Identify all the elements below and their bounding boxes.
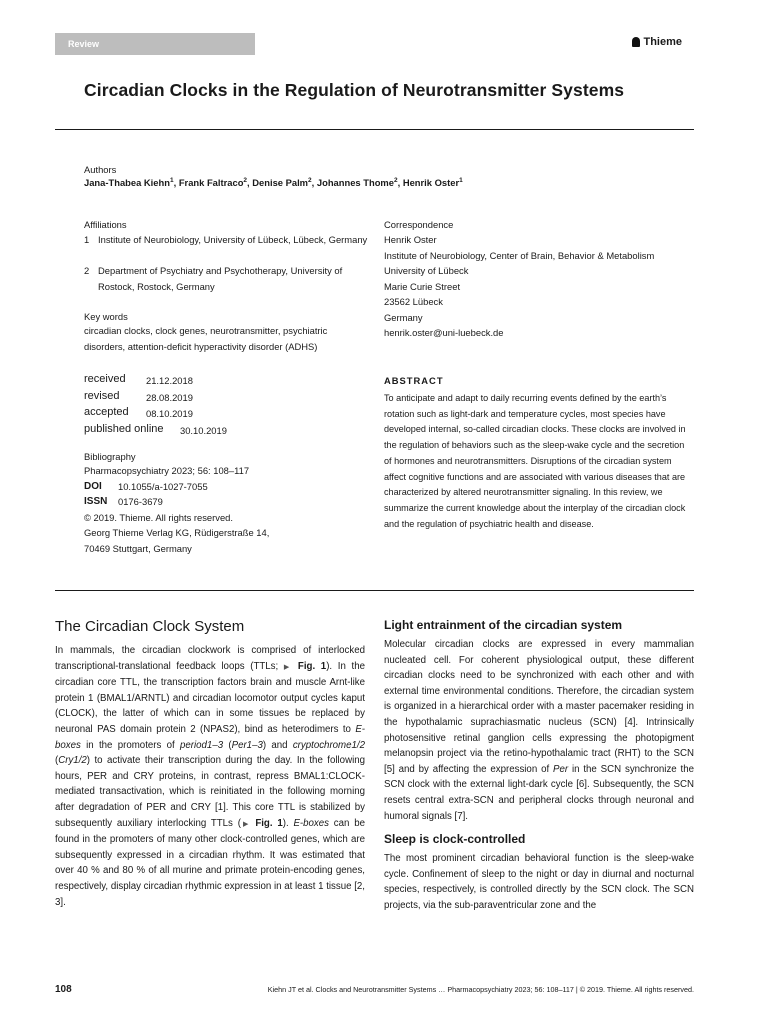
bib-copyright: © 2019. Thieme. All rights reserved. — [84, 511, 233, 523]
bib-issn-row — [84, 494, 374, 510]
dates-block — [84, 372, 227, 438]
subsection-heading: Light entrainment of the circadian system — [384, 618, 623, 632]
date-label: received — [84, 373, 126, 385]
correspondence-text — [384, 232, 684, 341]
divider — [55, 129, 694, 130]
body-left-column — [55, 618, 365, 910]
body-right-column — [384, 618, 694, 914]
date-label: revised — [84, 389, 120, 402]
bibliography-label: Bibliography — [84, 451, 136, 462]
bib-publisher-line: 70469 Stuttgart, Germany — [84, 542, 192, 554]
author-aff: 2 — [308, 177, 312, 184]
affiliations-label: Affiliations — [84, 219, 127, 230]
page-number: 108 — [55, 984, 72, 995]
authors-list: Jana-Thabea Kiehn$^1$, Frank Faltraco$^2$, Denise Palm$^2$, Johannes Thome$^2$, Henrik Oster$^1$ — [84, 177, 463, 189]
author: Henrik Oster — [402, 177, 460, 189]
issn-value: 0176-3679 — [118, 496, 163, 507]
figure-link[interactable]: Fig. 1 — [297, 660, 327, 672]
publisher-name: Thieme — [643, 36, 682, 48]
date-row — [84, 389, 227, 406]
corr-line: University of Lübeck — [384, 265, 469, 276]
affiliation-text: Institute of Neurobiology, University of Lübeck, Lübeck, Germany — [98, 234, 368, 245]
thieme-logo-icon — [632, 37, 640, 47]
bib-doi-row — [84, 479, 374, 495]
corr-line: Henrik Oster — [384, 234, 437, 245]
doi-value[interactable]: 10.1055/a-1027-7055 — [118, 480, 208, 492]
subsection-heading: Sleep is clock-controlled — [384, 832, 526, 847]
arrow-right-icon: ▶ — [283, 663, 293, 671]
abstract-label: ABSTRACT — [384, 375, 444, 386]
authors-label: Authors — [84, 164, 117, 175]
keywords-text: circadian clocks, clock genes, neurotransmitter, psychiatric disorders, attention-deficit hyperactivity disorder (ADHS) — [84, 325, 328, 352]
affiliation-number: 1 — [84, 234, 90, 245]
date-label: accepted — [84, 406, 129, 418]
body-paragraph: Molecular circadian clocks are expressed in every mammalian nucleated cell. For coherent physiological output, these different circadian clocks need to be synchronized with each other and with external time environmental conditions. Therefore, the circadian system is organized in a hierarchical order with a master pacemaker residing in the hypothalamic suprachiasmatic nucleus (SCN) [4]. Intrinsically photosensitive retinal ganglion cells expressing the photopigment melanopsin project via the retino-hypothalamic tract (RHT) to the SCN [5] and by affecting the expression of Per in the SCN synchronize the SCN clock with the external light-dark cycle [6]. Subsequently, the SCN resets central extra-SCN and peripheral clocks through neuronal and humoral signals [7]. — [384, 639, 694, 822]
keywords-label: Key words — [84, 311, 128, 322]
author-aff: 2 — [243, 177, 248, 184]
abstract-text: To anticipate and adapt to daily recurring events defined by the earth’s rotation such as light-dark and temperature cycles, most species have developed internal, so-called circadian clocks. These clocks are involved in the regulation of behaviors such as the sleep-wake cycle and the secretion of hormones and neurotransmitters. Disruptions of the circadian system affect cognitive functions and are associated with various diseases that are characterized by altered neurotransmitter signaling. In this review, we summarize the current knowledge about the interplay of the circadian clock and the regulation of psychiatric health and disease. — [384, 393, 686, 529]
footer-citation: Kiehn JT et al. Clocks and Neurotransmitter Systems … Pharmacopsychiatry 2023; 56: 108–117 | © 2019. Thieme. All rights reserved. — [267, 985, 694, 994]
author-aff: 1 — [459, 177, 463, 184]
bib-publisher-line: Georg Thieme Verlag KG, Rüdigerstraße 14, — [84, 527, 270, 538]
affiliation-item — [84, 263, 368, 294]
author-aff: 1 — [169, 177, 174, 184]
body-paragraph: In mammals, the circadian clockwork is comprised of interlocked transcriptional-translational feedback loops (TTLs; ▶ Fig. 1). In the circadian core TTL, the transcription factors brain and muscle Arnt-like protein 1 (BMAL1/ARNTL) and circadian locomotor output cycles kaput (CLOCK), the latter of which can in some tissues be replaced by neuronal PAS domain protein 2 (NPAS2), bind as heterodimers to E-boxes in the promoters of period1–3 (Per1–3) and cryptochrome1/2 (Cry1/2) to activate their transcription during the day. In the following hours, PER and CRY proteins, in contrast, repress BMAL1:CLOCK-mediated transactivation, which is reinitiated in the following morning after degradation of PER and CRY [1]. This core TTL is stabilized by subsequently auxiliary interlocking TTLs (▶ Fig. 1). E-boxes can be found in the promoters of many other clock-controlled genes, which are subsequently expressed in a circadian rhythm. It was estimated that over 40 % and 80 % of all murine and primate protein-encoding genes, respectively, display circadian rhythmic expression in at least 1 tissue [2, 3]. — [55, 645, 365, 908]
body-paragraph: The most prominent circadian behavioral function is the sleep-wake cycle. Confinement of sleep to the night or day in diurnal and nocturnal species, respectively, is controlled directly by the SCN clock. The SCN projects, via the sub-paraventricular zone and the — [384, 853, 694, 911]
corr-line: 23562 Lübeck — [384, 296, 443, 307]
date-row — [84, 405, 227, 422]
arrow-right-icon: ▶ — [240, 820, 251, 828]
date-value: 21.12.2018 — [146, 375, 193, 386]
divider — [55, 590, 694, 591]
corr-line: Marie Curie Street — [384, 280, 461, 292]
section-tag: Review — [55, 33, 255, 55]
correspondence-label: Correspondence — [384, 219, 454, 230]
date-row — [84, 372, 227, 389]
date-row — [84, 422, 227, 439]
date-label: published online — [84, 422, 164, 435]
article-title: Circadian Clocks in the Regulation of Neurotransmitter Systems — [84, 80, 625, 100]
publisher-logo — [632, 36, 682, 48]
bibliography-text — [84, 463, 374, 556]
author: Frank Faltraco — [178, 177, 244, 189]
date-value: 08.10.2019 — [146, 408, 193, 419]
corr-email[interactable]: henrik.oster@uni-luebeck.de — [384, 327, 504, 338]
bib-journal: Pharmacopsychiatry 2023; 56: 108–117 — [84, 465, 250, 476]
corr-line: Institute of Neurobiology, Center of Brain, Behavior & Metabolism — [384, 249, 655, 261]
author: Johannes Thome — [316, 177, 394, 189]
affiliation-number: 2 — [84, 265, 90, 276]
section-heading: The Circadian Clock System — [55, 618, 245, 635]
date-value: 30.10.2019 — [180, 424, 227, 436]
issn-label: ISSN — [84, 496, 108, 507]
figure-link[interactable]: Fig. 1 — [255, 817, 283, 829]
author: Denise Palm — [252, 177, 309, 189]
date-value: 28.08.2019 — [146, 391, 193, 403]
author: Jana-Thabea Kiehn — [84, 177, 170, 189]
affiliation-item — [84, 232, 368, 248]
doi-label: DOI — [84, 480, 102, 492]
affiliation-text: Department of Psychiatry and Psychotherapy, University of Rostock, Rostock, Germany — [98, 265, 343, 292]
corr-line: Germany — [384, 311, 423, 323]
author-aff: 2 — [393, 177, 398, 184]
